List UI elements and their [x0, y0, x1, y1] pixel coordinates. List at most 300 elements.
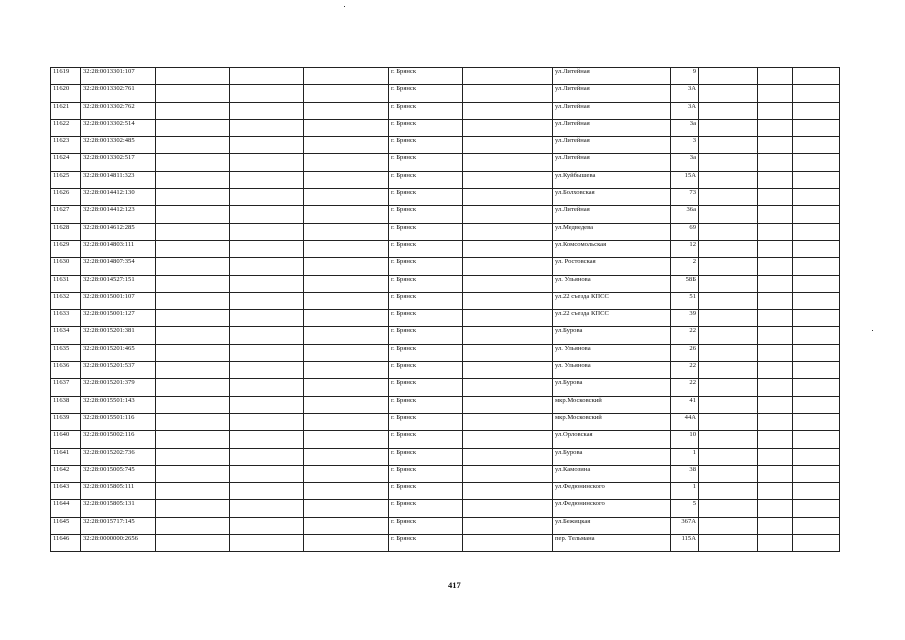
row-number-cell: 11642	[51, 465, 81, 482]
empty-cell	[699, 258, 758, 275]
house-number-cell: 44А	[671, 413, 699, 430]
empty-cell	[699, 448, 758, 465]
empty-cell	[463, 535, 553, 552]
street-cell: ул. Ростовская	[553, 258, 671, 275]
cadastral-number-cell: 32:28:0015202:736	[81, 448, 156, 465]
city-cell: г. Брянск	[389, 517, 463, 534]
cadastral-number-cell: 32:28:0014811:323	[81, 171, 156, 188]
empty-cell	[758, 206, 793, 223]
empty-cell	[463, 396, 553, 413]
empty-cell	[758, 189, 793, 206]
table-row	[51, 413, 840, 430]
house-number-cell: 38	[671, 465, 699, 482]
empty-cell	[230, 154, 304, 171]
empty-cell	[156, 171, 230, 188]
empty-cell	[793, 517, 840, 534]
row-number-cell: 11635	[51, 344, 81, 361]
table-row	[51, 258, 840, 275]
street-cell: ул.Медведева	[553, 223, 671, 240]
empty-cell	[304, 137, 389, 154]
house-number-cell: 10	[671, 431, 699, 448]
empty-cell	[699, 137, 758, 154]
row-number-cell: 11624	[51, 154, 81, 171]
empty-cell	[230, 431, 304, 448]
cadastral-number-cell: 32:28:0015005:745	[81, 465, 156, 482]
cadastral-number-cell: 32:28:0015001:127	[81, 310, 156, 327]
empty-cell	[793, 240, 840, 257]
row-number-cell: 11646	[51, 535, 81, 552]
empty-cell	[463, 102, 553, 119]
row-number-cell: 11628	[51, 223, 81, 240]
empty-cell	[463, 189, 553, 206]
empty-cell	[463, 448, 553, 465]
empty-cell	[793, 483, 840, 500]
empty-cell	[156, 119, 230, 136]
street-cell: ул.Литейная	[553, 154, 671, 171]
empty-cell	[699, 379, 758, 396]
cadastral-number-cell: 32:28:0013302:761	[81, 85, 156, 102]
empty-cell	[758, 85, 793, 102]
table-row	[51, 275, 840, 292]
street-cell: ул.Камозина	[553, 465, 671, 482]
street-cell: ул.Литейная	[553, 102, 671, 119]
city-cell: г. Брянск	[389, 85, 463, 102]
empty-cell	[463, 483, 553, 500]
empty-cell	[758, 362, 793, 379]
city-cell: г. Брянск	[389, 258, 463, 275]
house-number-cell: 3А	[671, 85, 699, 102]
row-number-cell: 11640	[51, 431, 81, 448]
empty-cell	[793, 431, 840, 448]
empty-cell	[699, 413, 758, 430]
empty-cell	[699, 310, 758, 327]
empty-cell	[793, 102, 840, 119]
cadastral-number-cell: 32:28:0013301:107	[81, 68, 156, 85]
street-cell: мкр.Московский	[553, 413, 671, 430]
row-number-cell: 11623	[51, 137, 81, 154]
empty-cell	[758, 517, 793, 534]
empty-cell	[304, 275, 389, 292]
empty-cell	[793, 344, 840, 361]
empty-cell	[793, 68, 840, 85]
empty-cell	[793, 310, 840, 327]
empty-cell	[793, 223, 840, 240]
empty-cell	[304, 189, 389, 206]
city-cell: г. Брянск	[389, 68, 463, 85]
house-number-cell: 22	[671, 362, 699, 379]
street-cell: ул.22 съезда КПСС	[553, 310, 671, 327]
city-cell: г. Брянск	[389, 535, 463, 552]
empty-cell	[230, 119, 304, 136]
empty-cell	[758, 344, 793, 361]
city-cell: г. Брянск	[389, 310, 463, 327]
empty-cell	[793, 292, 840, 309]
street-cell: ул.Федюнинского	[553, 500, 671, 517]
empty-cell	[463, 258, 553, 275]
empty-cell	[304, 362, 389, 379]
empty-cell	[793, 396, 840, 413]
street-cell: ул.Бежицкая	[553, 517, 671, 534]
table-row	[51, 448, 840, 465]
street-cell: ул. Ульянова	[553, 344, 671, 361]
row-number-cell: 11630	[51, 258, 81, 275]
empty-cell	[793, 379, 840, 396]
empty-cell	[230, 206, 304, 223]
street-cell: ул.Бурова	[553, 448, 671, 465]
empty-cell	[156, 223, 230, 240]
house-number-cell: 1	[671, 448, 699, 465]
street-cell: ул.Литейная	[553, 137, 671, 154]
empty-cell	[230, 379, 304, 396]
row-number-cell: 11641	[51, 448, 81, 465]
empty-cell	[463, 344, 553, 361]
empty-cell	[758, 154, 793, 171]
table-row	[51, 206, 840, 223]
house-number-cell: 3а	[671, 119, 699, 136]
table-row	[51, 137, 840, 154]
empty-cell	[156, 362, 230, 379]
empty-cell	[156, 240, 230, 257]
empty-cell	[230, 275, 304, 292]
empty-cell	[699, 292, 758, 309]
cadastral-number-cell: 32:28:0015201:381	[81, 327, 156, 344]
empty-cell	[758, 431, 793, 448]
empty-cell	[230, 240, 304, 257]
empty-cell	[699, 517, 758, 534]
empty-cell	[230, 362, 304, 379]
empty-cell	[758, 292, 793, 309]
city-cell: г. Брянск	[389, 154, 463, 171]
empty-cell	[699, 189, 758, 206]
empty-cell	[758, 379, 793, 396]
city-cell: г. Брянск	[389, 413, 463, 430]
cadastral-number-cell: 32:28:0014412:130	[81, 189, 156, 206]
cadastral-number-cell: 32:28:0015805:111	[81, 483, 156, 500]
city-cell: г. Брянск	[389, 500, 463, 517]
empty-cell	[758, 240, 793, 257]
empty-cell	[463, 292, 553, 309]
street-cell: ул.Комсомольская	[553, 240, 671, 257]
empty-cell	[304, 535, 389, 552]
empty-cell	[699, 327, 758, 344]
table-row	[51, 431, 840, 448]
row-number-cell: 11620	[51, 85, 81, 102]
empty-cell	[758, 413, 793, 430]
empty-cell	[463, 206, 553, 223]
house-number-cell: 15А	[671, 171, 699, 188]
empty-cell	[463, 379, 553, 396]
empty-cell	[156, 500, 230, 517]
street-cell: мкр.Московский	[553, 396, 671, 413]
scan-speck	[344, 6, 345, 7]
empty-cell	[463, 327, 553, 344]
table-row	[51, 292, 840, 309]
empty-cell	[304, 206, 389, 223]
street-cell: ул.22 съезда КПСС	[553, 292, 671, 309]
empty-cell	[304, 517, 389, 534]
registry-table	[50, 67, 840, 552]
empty-cell	[758, 68, 793, 85]
street-cell: ул.Литейная	[553, 119, 671, 136]
empty-cell	[156, 137, 230, 154]
city-cell: г. Брянск	[389, 483, 463, 500]
empty-cell	[463, 154, 553, 171]
house-number-cell: 5	[671, 500, 699, 517]
house-number-cell: 26	[671, 344, 699, 361]
cadastral-number-cell: 32:28:0000000:2656	[81, 535, 156, 552]
empty-cell	[758, 223, 793, 240]
empty-cell	[230, 223, 304, 240]
empty-cell	[699, 102, 758, 119]
empty-cell	[699, 240, 758, 257]
table-row	[51, 344, 840, 361]
cadastral-number-cell: 32:28:0013302:762	[81, 102, 156, 119]
empty-cell	[699, 171, 758, 188]
empty-cell	[793, 362, 840, 379]
empty-cell	[156, 448, 230, 465]
empty-cell	[463, 517, 553, 534]
table-row	[51, 85, 840, 102]
empty-cell	[230, 137, 304, 154]
empty-cell	[758, 102, 793, 119]
city-cell: г. Брянск	[389, 206, 463, 223]
empty-cell	[699, 68, 758, 85]
row-number-cell: 11638	[51, 396, 81, 413]
house-number-cell: 3	[671, 137, 699, 154]
cadastral-number-cell: 32:28:0015717:145	[81, 517, 156, 534]
empty-cell	[699, 154, 758, 171]
street-cell: ул.Орловская	[553, 431, 671, 448]
empty-cell	[699, 344, 758, 361]
city-cell: г. Брянск	[389, 275, 463, 292]
empty-cell	[699, 535, 758, 552]
city-cell: г. Брянск	[389, 189, 463, 206]
city-cell: г. Брянск	[389, 448, 463, 465]
empty-cell	[793, 327, 840, 344]
empty-cell	[758, 327, 793, 344]
empty-cell	[230, 189, 304, 206]
cadastral-number-cell: 32:28:0015201:465	[81, 344, 156, 361]
row-number-cell: 11644	[51, 500, 81, 517]
empty-cell	[156, 379, 230, 396]
empty-cell	[463, 431, 553, 448]
empty-cell	[230, 258, 304, 275]
cadastral-number-cell: 32:28:0014807:354	[81, 258, 156, 275]
registry-body	[51, 68, 840, 552]
empty-cell	[758, 500, 793, 517]
row-number-cell: 11631	[51, 275, 81, 292]
empty-cell	[463, 223, 553, 240]
row-number-cell: 11626	[51, 189, 81, 206]
city-cell: г. Брянск	[389, 431, 463, 448]
empty-cell	[230, 517, 304, 534]
empty-cell	[304, 448, 389, 465]
empty-cell	[793, 85, 840, 102]
cadastral-number-cell: 32:28:0014612:285	[81, 223, 156, 240]
city-cell: г. Брянск	[389, 240, 463, 257]
empty-cell	[304, 465, 389, 482]
empty-cell	[304, 500, 389, 517]
empty-cell	[156, 102, 230, 119]
table-row	[51, 171, 840, 188]
empty-cell	[793, 137, 840, 154]
house-number-cell: 41	[671, 396, 699, 413]
empty-cell	[793, 189, 840, 206]
house-number-cell: 51	[671, 292, 699, 309]
city-cell: г. Брянск	[389, 396, 463, 413]
house-number-cell: 69	[671, 223, 699, 240]
empty-cell	[230, 483, 304, 500]
empty-cell	[793, 171, 840, 188]
empty-cell	[758, 275, 793, 292]
cadastral-number-cell: 32:28:0014412:123	[81, 206, 156, 223]
empty-cell	[699, 396, 758, 413]
house-number-cell: 12	[671, 240, 699, 257]
row-number-cell: 11622	[51, 119, 81, 136]
table-row	[51, 517, 840, 534]
empty-cell	[304, 171, 389, 188]
empty-cell	[156, 310, 230, 327]
empty-cell	[156, 206, 230, 223]
table-row	[51, 396, 840, 413]
empty-cell	[156, 413, 230, 430]
row-number-cell: 11639	[51, 413, 81, 430]
empty-cell	[304, 344, 389, 361]
house-number-cell: 22	[671, 379, 699, 396]
city-cell: г. Брянск	[389, 102, 463, 119]
empty-cell	[230, 448, 304, 465]
row-number-cell: 11637	[51, 379, 81, 396]
cadastral-number-cell: 32:28:0015201:537	[81, 362, 156, 379]
empty-cell	[793, 448, 840, 465]
empty-cell	[463, 119, 553, 136]
city-cell: г. Брянск	[389, 465, 463, 482]
row-number-cell: 11645	[51, 517, 81, 534]
empty-cell	[156, 189, 230, 206]
empty-cell	[304, 258, 389, 275]
empty-cell	[463, 465, 553, 482]
cadastral-number-cell: 32:28:0015501:116	[81, 413, 156, 430]
table-row	[51, 310, 840, 327]
empty-cell	[463, 413, 553, 430]
city-cell: г. Брянск	[389, 292, 463, 309]
street-cell: ул.Литейная	[553, 68, 671, 85]
empty-cell	[230, 500, 304, 517]
house-number-cell: 9	[671, 68, 699, 85]
empty-cell	[793, 154, 840, 171]
empty-cell	[699, 223, 758, 240]
street-cell: ул.Федюнинского	[553, 483, 671, 500]
table-row	[51, 102, 840, 119]
empty-cell	[156, 344, 230, 361]
empty-cell	[230, 413, 304, 430]
street-cell: ул. Ульянова	[553, 362, 671, 379]
table-row	[51, 465, 840, 482]
table-row	[51, 189, 840, 206]
cadastral-number-cell: 32:28:0013302:514	[81, 119, 156, 136]
street-cell: ул.Литейная	[553, 206, 671, 223]
row-number-cell: 11632	[51, 292, 81, 309]
street-cell: ул.Куйбышева	[553, 171, 671, 188]
empty-cell	[758, 137, 793, 154]
house-number-cell: 22	[671, 327, 699, 344]
empty-cell	[463, 171, 553, 188]
empty-cell	[304, 431, 389, 448]
empty-cell	[156, 483, 230, 500]
cadastral-number-cell: 32:28:0014527:151	[81, 275, 156, 292]
street-cell: ул.Литейная	[553, 85, 671, 102]
empty-cell	[793, 413, 840, 430]
house-number-cell: 3А	[671, 102, 699, 119]
empty-cell	[758, 310, 793, 327]
empty-cell	[230, 85, 304, 102]
empty-cell	[699, 465, 758, 482]
empty-cell	[463, 310, 553, 327]
empty-cell	[230, 465, 304, 482]
cadastral-number-cell: 32:28:0015002:116	[81, 431, 156, 448]
empty-cell	[699, 483, 758, 500]
house-number-cell: 2	[671, 258, 699, 275]
house-number-cell: 58Б	[671, 275, 699, 292]
row-number-cell: 11643	[51, 483, 81, 500]
table-row	[51, 119, 840, 136]
empty-cell	[699, 85, 758, 102]
house-number-cell: 3а	[671, 154, 699, 171]
empty-cell	[793, 275, 840, 292]
empty-cell	[463, 68, 553, 85]
house-number-cell: 73	[671, 189, 699, 206]
empty-cell	[304, 396, 389, 413]
row-number-cell: 11634	[51, 327, 81, 344]
empty-cell	[156, 68, 230, 85]
empty-cell	[304, 119, 389, 136]
empty-cell	[156, 517, 230, 534]
table-row	[51, 379, 840, 396]
empty-cell	[156, 292, 230, 309]
table-row	[51, 327, 840, 344]
empty-cell	[793, 119, 840, 136]
city-cell: г. Брянск	[389, 171, 463, 188]
empty-cell	[230, 68, 304, 85]
house-number-cell: 36а	[671, 206, 699, 223]
cadastral-number-cell: 32:28:0015501:143	[81, 396, 156, 413]
empty-cell	[699, 431, 758, 448]
page-number: 417	[448, 580, 461, 590]
empty-cell	[758, 448, 793, 465]
empty-cell	[793, 535, 840, 552]
house-number-cell: 1	[671, 483, 699, 500]
empty-cell	[304, 310, 389, 327]
empty-cell	[230, 171, 304, 188]
empty-cell	[156, 431, 230, 448]
empty-cell	[758, 171, 793, 188]
empty-cell	[304, 68, 389, 85]
empty-cell	[463, 240, 553, 257]
row-number-cell: 11625	[51, 171, 81, 188]
empty-cell	[230, 310, 304, 327]
row-number-cell: 11629	[51, 240, 81, 257]
empty-cell	[156, 465, 230, 482]
empty-cell	[463, 275, 553, 292]
table-row	[51, 223, 840, 240]
house-number-cell: 115А	[671, 535, 699, 552]
empty-cell	[304, 154, 389, 171]
empty-cell	[463, 137, 553, 154]
row-number-cell: 11633	[51, 310, 81, 327]
table-row	[51, 483, 840, 500]
table-row	[51, 154, 840, 171]
empty-cell	[304, 85, 389, 102]
